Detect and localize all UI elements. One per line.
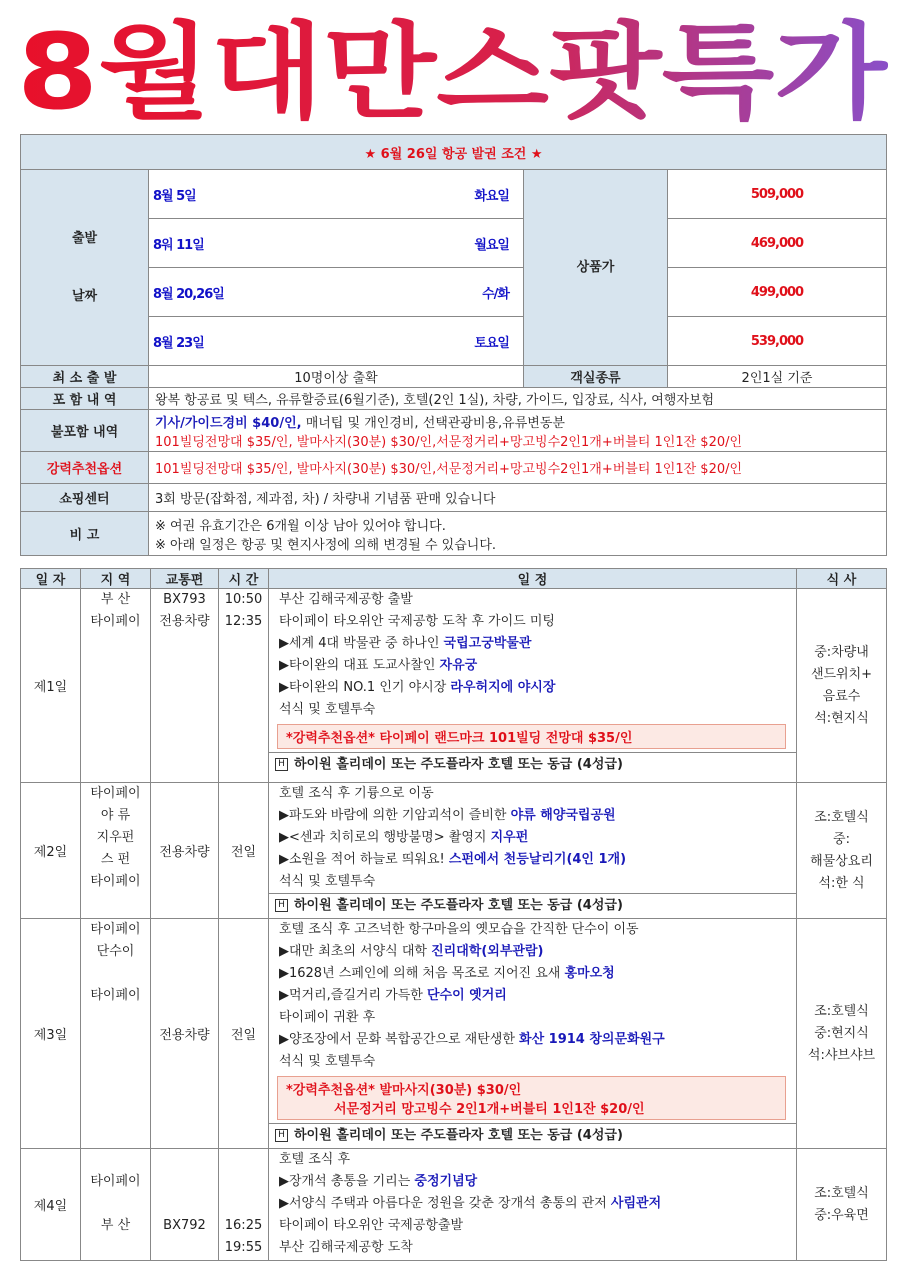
included-value: 왕복 항공료 및 텍스, 유류할증료(6월기준), 호텔(2인 1실), 차량, 가이드, 입장료, 식사, 여행자보험 xyxy=(149,388,887,410)
shopping-value: 3회 방문(잡화점, 제과점, 차) / 차량내 기념품 판매 있습니다 xyxy=(149,484,887,512)
day-label: 제1일 xyxy=(21,589,81,783)
hotel-icon: H xyxy=(275,1129,288,1142)
schedule-line: ▶세계 4대 박물관 중 하나인 국립고궁박물관 xyxy=(279,636,532,651)
schedule-line: 호텔 조식 후 xyxy=(279,1152,351,1167)
schedule-line: ▶양조장에서 문화 복합공간으로 재탄생한 화산 1914 창의문화원구 xyxy=(279,1032,665,1047)
optional-tour-box: *강력추천옵션* 발마사지(30분) $30/인 서문정거리 망고빙수 2인1개+버블티 1인1잔 $20/인 xyxy=(277,1076,786,1120)
schedule-line: ▶서양식 주택과 아름다운 정원을 갖춘 장개석 총통의 관저 사림관저 xyxy=(279,1196,662,1211)
day-schedule xyxy=(269,1149,797,1261)
day-row xyxy=(21,919,887,1149)
schedule-line: ▶장개석 총통을 기리는 중정기념당 xyxy=(279,1174,478,1189)
day-time: 전일 xyxy=(219,919,269,1149)
day-transport: BX792 xyxy=(151,1149,219,1261)
day-schedule xyxy=(269,589,797,783)
schedule-line: 석식 및 호텔투숙 xyxy=(279,1054,376,1069)
schedule-line: 부산 김해국제공항 도착 xyxy=(279,1240,413,1255)
title-text: 8월대만스팟특가 xyxy=(17,11,889,128)
product-info-table xyxy=(20,134,887,556)
excluded-label: 불포함 내역 xyxy=(21,410,149,452)
schedule-line: ▶<센과 치히로의 행방불명> 촬영지 지우펀 xyxy=(279,830,529,845)
itinerary-table xyxy=(20,568,887,1261)
included-label: 포 함 내 역 xyxy=(21,388,149,410)
day-region: 부 산 타이페이 xyxy=(81,589,151,783)
header-schedule: 일 정 xyxy=(269,569,797,589)
recommended-option-label: 강력추천옵션 xyxy=(21,452,149,484)
day-time: 전일 xyxy=(219,783,269,919)
day-region: 타이페이 단수이 타이페이 xyxy=(81,919,151,1149)
header-day: 일 자 xyxy=(21,569,81,589)
header-time: 시 간 xyxy=(219,569,269,589)
schedule-line: 호텔 조식 후 기륭으로 이동 xyxy=(279,786,434,801)
schedule-line: 타이페이 타오위안 국제공항출발 xyxy=(279,1218,464,1233)
price-value: 539,000 xyxy=(668,317,887,366)
day-label: 제3일 xyxy=(21,919,81,1149)
day-transport: 전용차량 xyxy=(151,919,219,1149)
schedule-line: 호텔 조식 후 고즈넉한 항구마을의 옛모습을 간직한 단수이 이동 xyxy=(279,922,639,937)
schedule-line: ▶먹거리,즐길거리 가득한 단수이 옛거리 xyxy=(279,988,507,1003)
day-row xyxy=(21,1149,887,1261)
schedule-line: ▶파도와 바람에 의한 기암괴석이 즐비한 야류 해양국립공원 xyxy=(279,808,616,823)
schedule-line: ▶1628년 스페인에 의해 처음 목조로 지어진 요새 홍마오청 xyxy=(279,966,615,981)
schedule-line: ▶소원을 적어 하늘로 띄워요! 스펀에서 천등날리기(4인 1개) xyxy=(279,852,627,867)
min-departure-label: 최 소 출 발 xyxy=(21,366,149,388)
schedule-line: 석식 및 호텔투숙 xyxy=(279,702,376,717)
day-schedule xyxy=(269,783,797,919)
departure-date: 8월 20,26일 수/화 xyxy=(149,268,524,317)
day-meals: 조:호텔식 중:현지식 석:샤브샤브 xyxy=(797,919,887,1149)
day-label: 제2일 xyxy=(21,783,81,919)
day-meals: 중:차량내 샌드위치+ 음료수 석:현지식 xyxy=(797,589,887,783)
day-transport: 전용차량 xyxy=(151,783,219,919)
schedule-line: ▶타이완의 대표 도교사찰인 자유궁 xyxy=(279,658,478,673)
schedule-line: ▶대만 최초의 서양식 대학 진리대학(외부관람) xyxy=(279,944,544,959)
header-transport: 교통편 xyxy=(151,569,219,589)
day-row xyxy=(21,783,887,919)
optional-tour-box: *강력추천옵션* 타이페이 랜드마크 101빌딩 전망대 $35/인 xyxy=(277,724,786,749)
departure-date: 8워 11일 월요일 xyxy=(149,219,524,268)
min-departure-value: 10명이상 출확 xyxy=(149,366,524,388)
schedule-line: 석식 및 호텔투숙 xyxy=(279,874,376,889)
page-title xyxy=(0,0,905,128)
price-value: 509,000 xyxy=(668,170,887,219)
departure-date: 8월 5일 화요일 xyxy=(149,170,524,219)
header-region: 지 역 xyxy=(81,569,151,589)
price-value: 469,000 xyxy=(668,219,887,268)
day-schedule xyxy=(269,919,797,1149)
schedule-line: ▶타이완의 NO.1 인기 야시장 라우허지에 야시장 xyxy=(279,680,556,695)
day-region: 타이페이 야 류 지우펀 스 펀 타이페이 xyxy=(81,783,151,919)
price-label: 상품가 xyxy=(524,170,668,366)
note-value: ※ 여권 유효기간은 6개월 이상 남아 있어야 합니다. ※ 아래 일정은 항공 및 현지사정에 의해 변경될 수 있습니다. xyxy=(149,512,887,556)
header-meals: 식 사 xyxy=(797,569,887,589)
day-meals: 조:호텔식 중:우육면 xyxy=(797,1149,887,1261)
note-label: 비 고 xyxy=(21,512,149,556)
day-region: 타이페이 부 산 xyxy=(81,1149,151,1261)
hotel-line: H 하이원 홀리데이 또는 주도플라자 호텔 또는 동급 (4성급) xyxy=(269,1123,796,1148)
day-time: 16:25 19:55 xyxy=(219,1149,269,1261)
departure-date: 8월 23일 토요일 xyxy=(149,317,524,366)
day-row xyxy=(21,589,887,783)
room-type-label: 객실종류 xyxy=(524,366,668,388)
excluded-value: 기사/가이드경비 $40/인, 매너팁 및 개인경비, 선택관광비용,유류변동분 101빌딩전망대 $35/인, 발마사지(30분) $30/인,서문정거리+망고빙수2인1개+버블티 1인1잔 $20/인 xyxy=(149,410,887,452)
hotel-icon: H xyxy=(275,758,288,771)
day-label: 제4일 xyxy=(21,1149,81,1261)
schedule-line: 타이페이 귀환 후 xyxy=(279,1010,376,1025)
recommended-option-value: 101빌딩전망대 $35/인, 발마사지(30분) $30/인,서문정거리+망고빙수2인1개+버블티 1인1잔 $20/인 xyxy=(149,452,887,484)
hotel-line: H 하이원 홀리데이 또는 주도플라자 호텔 또는 동급 (4성급) xyxy=(269,752,796,777)
room-type-value: 2인1실 기준 xyxy=(668,366,887,388)
title-graphic xyxy=(0,0,905,128)
price-value: 499,000 xyxy=(668,268,887,317)
departure-date-label: 출발 날짜 xyxy=(21,170,149,366)
schedule-line: 타이페이 타오위안 국제공항 도착 후 가이드 미팅 xyxy=(279,614,555,629)
schedule-line: 부산 김해국제공항 출발 xyxy=(279,592,413,607)
day-transport: BX793 전용차량 xyxy=(151,589,219,783)
day-time: 10:50 12:35 xyxy=(219,589,269,783)
day-meals: 조:호텔식 중: 해물상요리 석:한 식 xyxy=(797,783,887,919)
shopping-label: 쇼핑센터 xyxy=(21,484,149,512)
hotel-line: H 하이원 홀리데이 또는 주도플라자 호텔 또는 동급 (4성급) xyxy=(269,893,796,918)
ticketing-banner: ★ 6월 26일 항공 발권 조건 ★ xyxy=(21,135,887,170)
hotel-icon: H xyxy=(275,899,288,912)
